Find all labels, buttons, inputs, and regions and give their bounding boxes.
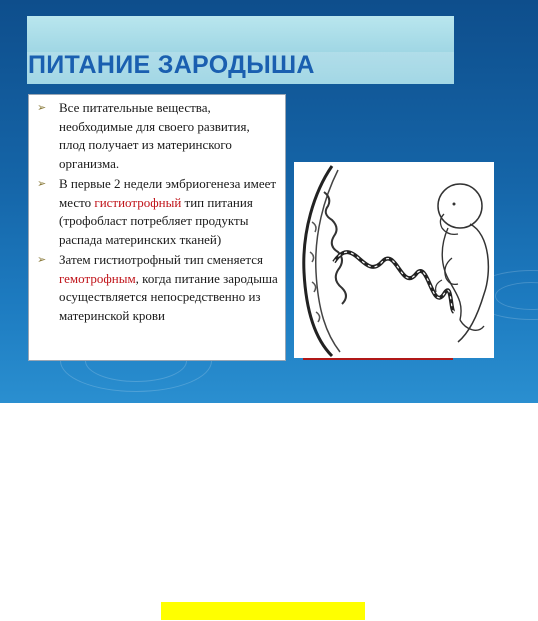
slide-title: ПИТАНИЕ ЗАРОДЫША: [28, 51, 315, 79]
arrow-bullet-icon: ➢: [37, 253, 47, 266]
bullet-text: Затем гистиотрофный тип сменяется: [59, 252, 263, 267]
bullet-item: [35, 175, 279, 249]
arrow-bullet-icon: ➢: [37, 177, 47, 190]
bullet-text: тип питания (трофобласт потребляет продукты распада материнских тканей): [59, 194, 253, 247]
bullet-text: , когда питание зародыша осуществляется непосредственно из материнской крови: [59, 270, 278, 323]
bullet-text-box: [28, 94, 286, 361]
bullet-text: В первые 2 недели эмбриогенеза имеет место: [59, 176, 277, 210]
fetus-illustration: [294, 162, 494, 358]
highlighted-term: гемотрофным: [59, 270, 136, 286]
highlighted-term: гистиотрофный: [94, 194, 182, 210]
bullet-item: [35, 251, 279, 325]
bullet-list: [35, 99, 279, 325]
arrow-bullet-icon: ➢: [37, 101, 47, 114]
fetus-umbilical-cord-icon: [294, 162, 494, 358]
footer-highlight-bar: [161, 602, 365, 620]
bullet-text: Все питательные вещества, необходимые для своего развития, плод получает из материнского организма.: [59, 100, 250, 171]
bullet-item: [35, 99, 279, 173]
